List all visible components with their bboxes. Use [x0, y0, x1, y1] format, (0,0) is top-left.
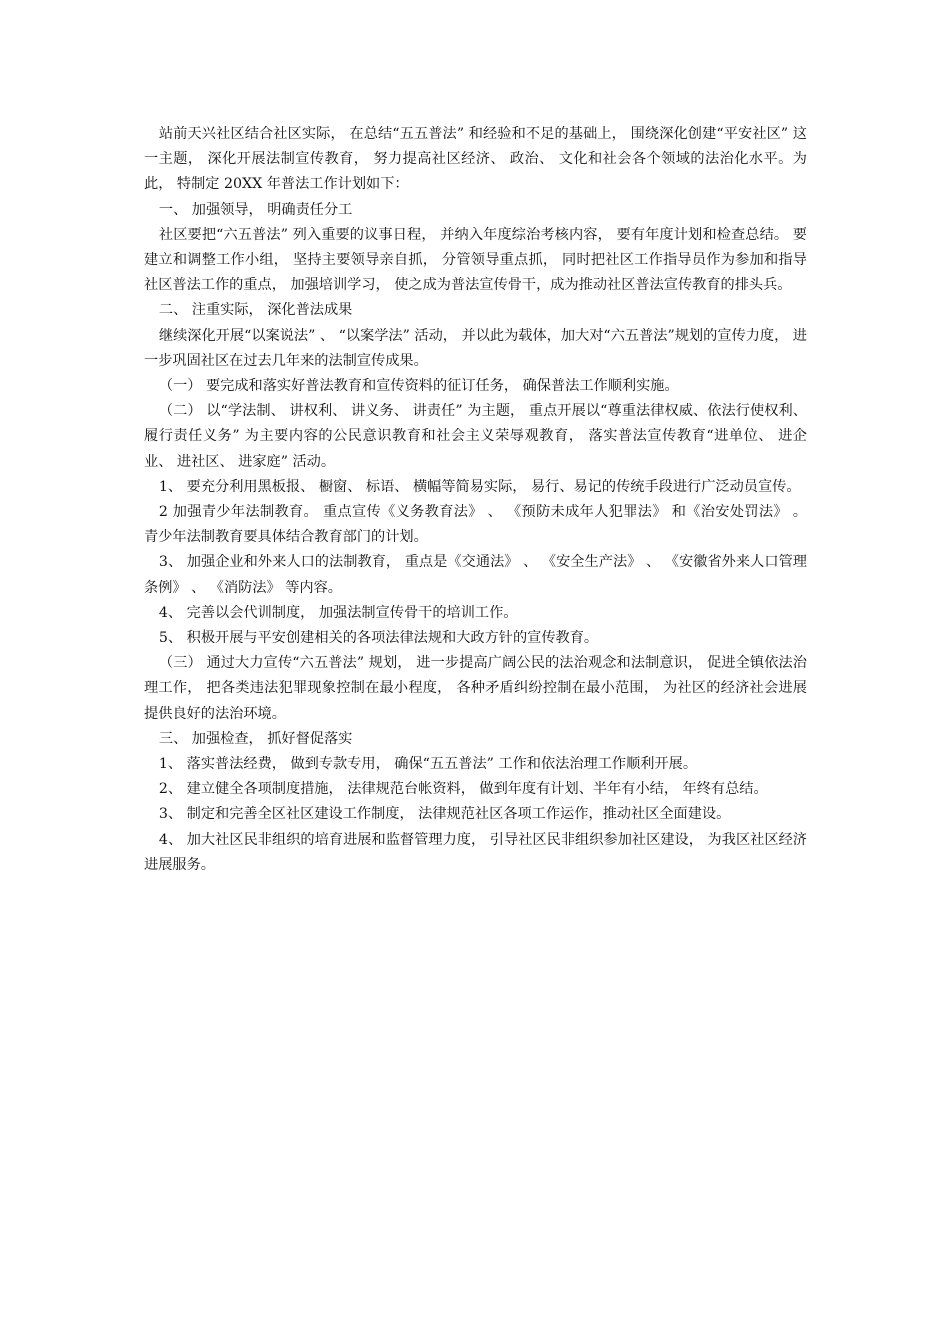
- list-item: 3、 加强企业和外来人口的法制教育， 重点是《交通法》 、 《安全生产法》 、 《安徽省外来人口管理条例》 、 《消防法》 等内容。: [144, 554, 807, 596]
- paragraph: （三） 通过大力宣传“六五普法” 规划， 进一步提高广阔公民的法治观念和法制意识， 促进全镇依法治理工作， 把各类违法犯罪现象控制在最小程度， 各种矛盾纠纷控制在最小范围， 为社区的经济社会进展提供良好的法治环境。: [144, 655, 807, 722]
- list-item: 1、 落实普法经费， 做到专款专用， 确保“五五普法” 工作和依法治理工作顺利开展。: [158, 756, 698, 773]
- paragraph: （二） 以“学法制、 讲权利、 讲义务、 讲责任” 为主题， 重点开展以“尊重法律权威、依法行使权利、 履行责任义务” 为主要内容的公民意识教育和社会主义荣辱观教育， 落实普法宣传教育“进单位、 进企业、 进社区、 进家庭” 活动。: [144, 403, 807, 470]
- list-item: 2 加强青少年法制教育。 重点宣传《义务教育法》 、 《预防未成年人犯罪法》 和《治安处罚法》 。 青少年法制教育要具体结合教育部门的计划。: [144, 504, 807, 546]
- list-item: 1、 要充分利用黑板报、 橱窗、 标语、 横幅等简易实际， 易行、易记的传统手段进行广泛动员宣传。: [158, 478, 801, 495]
- paragraph: 社区要把“六五普法” 列入重要的议事日程， 并纳入年度综治考核内容， 要有年度计划和检查总结。 要建立和调整工作小组， 坚持主要领导亲自抓， 分管领导重点抓， 同时把社区工作指导员作为参加和指导社区普法工作的重点， 加强培训学习， 使之成为普法宣传骨干，成为推动社区普法宣传教育的排头兵。: [144, 226, 807, 294]
- section-heading-2: 二、 注重实际， 深化普法成果: [158, 302, 353, 319]
- list-item: 3、 制定和完善全区社区建设工作制度， 法律规范社区各项工作运作，推动社区全面建设。: [158, 806, 731, 823]
- intro-paragraph: 站前天兴社区结合社区实际， 在总结“五五普法” 和经验和不足的基础上， 围绕深化创建“平安社区” 这一主题， 深化开展法制宣传教育， 努力提高社区经济、 政治、 文化和社会各个领域的法治化水平。为此， 特制定 20XX 年普法工作计划如下：: [144, 126, 807, 193]
- paragraph: （一） 要完成和落实好普法教育和宣传资料的征订任务， 确保普法工作顺利实施。: [158, 378, 679, 395]
- document-body: [144, 122, 807, 878]
- section-heading-3: 三、 加强检查， 抓好督促落实: [158, 730, 353, 747]
- paragraph: 继续深化开展“以案说法” 、 “以案学法” 活动， 并以此为载体，加大对“六五普法”规划的宣传力度， 进一步巩固社区在过去几年来的法制宣传成果。: [144, 327, 807, 369]
- list-item: 4、 加大社区民非组织的培育进展和监督管理力度， 引导社区民非组织参加社区建设， 为我区社区经济进展服务。: [144, 831, 807, 873]
- list-item: 5、 积极开展与平安创建相关的各项法律法规和大政方针的宣传教育。: [158, 630, 599, 647]
- section-heading-1: 一、 加强领导， 明确责任分工: [158, 201, 353, 218]
- list-item: 4、 完善以会代训制度， 加强法制宣传骨干的培训工作。: [158, 604, 518, 621]
- list-item: 2、 建立健全各项制度措施， 法律规范台帐资料， 做到年度有计划、半年有小结， 年终有总结。: [158, 781, 768, 798]
